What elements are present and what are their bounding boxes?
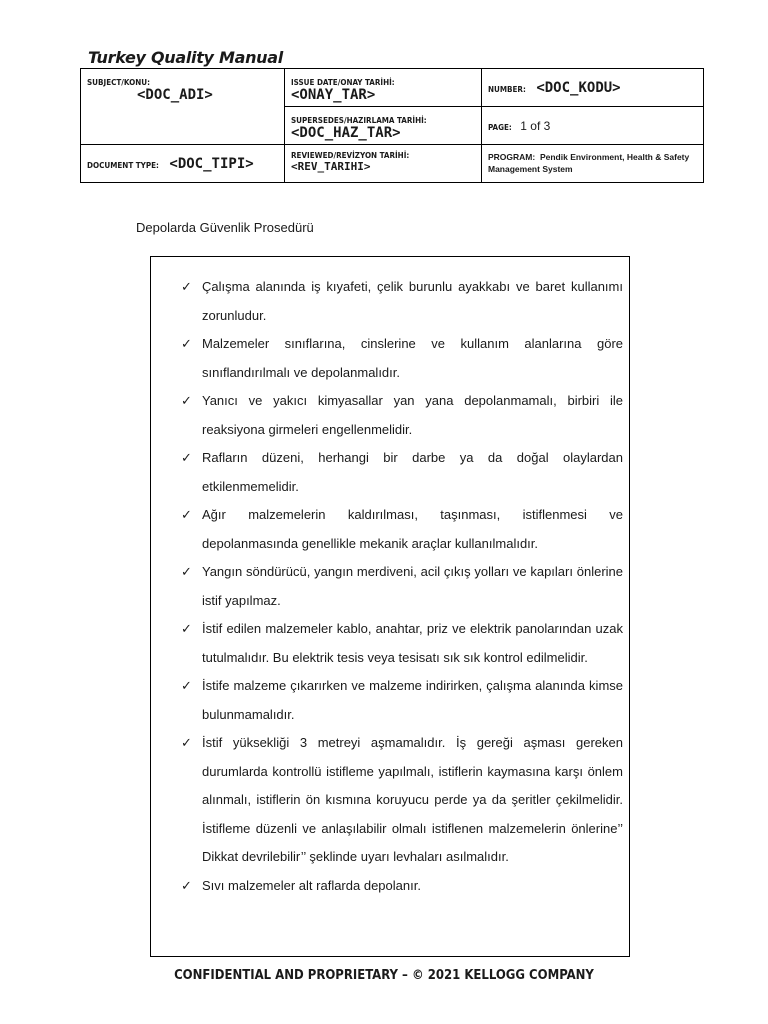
doc-type-value: <DOC_TIPI> (169, 155, 254, 172)
reviewed-value: <REV_TARIHI> (291, 160, 371, 173)
checkmark-icon: ✓ (181, 279, 192, 294)
procedure-item (181, 387, 623, 444)
manual-title: Turkey Quality Manual (88, 48, 283, 67)
page-cell (482, 107, 704, 145)
procedure-box (150, 256, 630, 957)
procedure-item-text: Yangın söndürücü, yangın merdiveni, acil çıkış yolları ve kapıları önlerine istif yapılmaz. (202, 564, 623, 608)
program-value: Pendik Environment, Health & Safety Management System (488, 152, 690, 174)
checkmark-icon: ✓ (181, 336, 192, 351)
procedure-item-text: İstif yüksekliği 3 metreyi aşmamalıdır. İş gereği aşması gereken durumlarda kontrollü istifleme yapılmalı, istiflerin kaymasına karşı önlem alınmalı, istiflerin ön kısmına koruyucu perde ya da şeritler çekilmelidir. İstifleme düzenli ve anlaşılabilir olmalı istiflenen malzemelerin önlerine’’ Dikkat devrilebilir’’ şeklinde uyarı levhaları asılmalıdır. (202, 735, 623, 864)
issue-date-label: ISSUE DATE/ONAY TARİHİ: (291, 78, 395, 87)
procedure-item (181, 615, 623, 672)
program-cell (482, 145, 704, 183)
doc-type-cell (81, 145, 285, 183)
supersedes-cell (285, 107, 482, 145)
procedure-item (181, 872, 623, 901)
procedure-item-text: Malzemeler sınıflarına, cinslerine ve kullanım alanlarına göre sınıflandırılmalı ve depolanmalıdır. (202, 336, 623, 380)
reviewed-cell (285, 145, 482, 183)
issue-date-value: <ONAY_TAR> (291, 87, 376, 103)
subject-value: <DOC_ADI> (137, 87, 213, 103)
procedure-item-text: Ağır malzemelerin kaldırılması, taşınması, istiflenmesi ve depolanmasında genellikle mekanik araçlar kullanılmalıdır. (202, 507, 623, 551)
checkmark-icon: ✓ (181, 393, 192, 408)
procedure-item-text: Yanıcı ve yakıcı kimyasallar yan yana depolanmamalı, birbiri ile reaksiyona girmeleri engellenmelidir. (202, 393, 623, 437)
page-value: 1 of 3 (520, 118, 551, 133)
number-value: <DOC_KODU> (536, 79, 621, 96)
checkmark-icon: ✓ (181, 507, 192, 522)
supersedes-value: <DOC_HAZ_TAR> (291, 125, 401, 141)
checkmark-icon: ✓ (181, 621, 192, 636)
subject-cell (81, 69, 285, 145)
number-cell (482, 69, 704, 107)
doc-type-label: DOCUMENT TYPE: (87, 160, 159, 170)
procedure-item (181, 501, 623, 558)
checkmark-icon: ✓ (181, 564, 192, 579)
procedure-item-text: İstif edilen malzemeler kablo, anahtar, priz ve elektrik panolarından uzak tutulmalıdır. Bu elektrik tesis veya tesisatı sık sık kontrol edilmelidir. (202, 621, 623, 665)
subject-label: SUBJECT/KONU: (87, 78, 151, 87)
procedure-item (181, 444, 623, 501)
procedure-item (181, 672, 623, 729)
issue-date-cell (285, 69, 482, 107)
section-title: Depolarda Güvenlik Prosedürü (136, 220, 314, 235)
document-header-table (80, 68, 704, 183)
procedure-item-text: Rafların düzeni, herhangi bir darbe ya da doğal olaylardan etkilenmemelidir. (202, 450, 623, 494)
procedure-item (181, 729, 623, 872)
program-text (488, 145, 697, 175)
procedure-item (181, 330, 623, 387)
procedure-list (151, 257, 629, 900)
checkmark-icon: ✓ (181, 877, 192, 893)
supersedes-label: SUPERSEDES/HAZIRLAMA TARİHİ: (291, 116, 427, 125)
procedure-item-text: Çalışma alanında iş kıyafeti, çelik burunlu ayakkabı ve baret kullanımı zorunludur. (202, 279, 623, 323)
procedure-item-text: Sıvı malzemeler alt raflarda depolanır. (202, 877, 421, 893)
procedure-item-text: İstife malzeme çıkarırken ve malzeme indirirken, çalışma alanında kimse bulunmamalıdır. (202, 678, 623, 722)
checkmark-icon: ✓ (181, 678, 192, 693)
number-label: NUMBER: (488, 84, 526, 94)
procedure-item (181, 273, 623, 330)
program-label: PROGRAM: (488, 152, 536, 162)
checkmark-icon: ✓ (181, 735, 192, 750)
page-label: PAGE: (488, 122, 512, 132)
checkmark-icon: ✓ (181, 450, 192, 465)
reviewed-label: REVIEWED/REVİZYON TARİHİ: (291, 151, 410, 160)
footer-confidential: CONFIDENTIAL AND PROPRIETARY – © 2021 KELLOGG COMPANY (174, 968, 594, 983)
procedure-item (181, 558, 623, 615)
